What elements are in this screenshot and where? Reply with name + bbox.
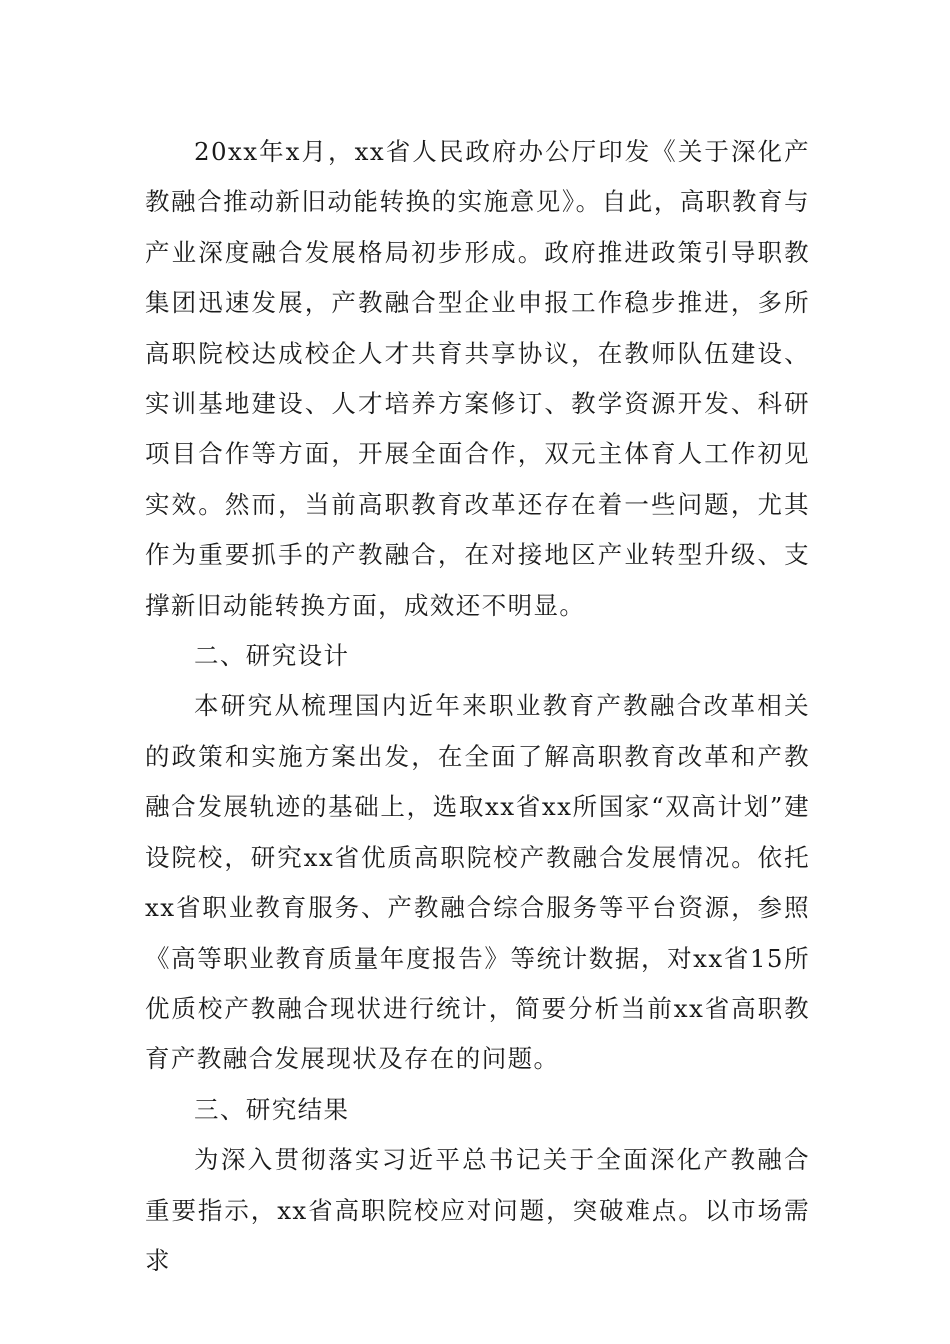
- paragraph-research-results: 为深入贯彻落实习近平总书记关于全面深化产教融合重要指示，xx省高职院校应对问题，突破难点。以市场需求: [145, 1145, 810, 1275]
- document-body: [145, 127, 810, 1286]
- section-heading-research-design: 二、研究设计: [194, 641, 350, 671]
- paragraph-background: 20xx年x月，xx省人民政府办公厅印发《关于深化产教融合推动新旧动能转换的实施意见》。自此，高职教育与产业深度融合发展格局初步形成。政府推进政策引导职教集团迅速发展，产教融合型企业申报工作稳步推进，多所高职院校达成校企人才共育共享协议，在教师队伍建设、实训基地建设、人才培养方案修订、教学资源开发、科研项目合作等方面，开展全面合作，双元主体育人工作初见实效。然而，当前高职教育改革还存在着一些问题，尤其作为重要抓手的产教融合，在对接地区产业转型升级、支撑新旧动能转换方面，成效还不明显。: [145, 137, 810, 620]
- paragraph-research-design: 本研究从梳理国内近年来职业教育产教融合改革相关的政策和实施方案出发，在全面了解高职教育改革和产教融合发展轨迹的基础上，选取xx省xx所国家“双高计划”建设院校，研究xx省优质高职院校产教融合发展情况。依托xx省职业教育服务、产教融合综合服务等平台资源，参照《高等职业教育质量年度报告》等统计数据，对xx省15所优质校产教融合现状进行统计，简要分析当前xx省高职教育产教融合发展现状及存在的问题。: [145, 691, 810, 1074]
- section-heading-research-results: 三、研究结果: [194, 1094, 350, 1124]
